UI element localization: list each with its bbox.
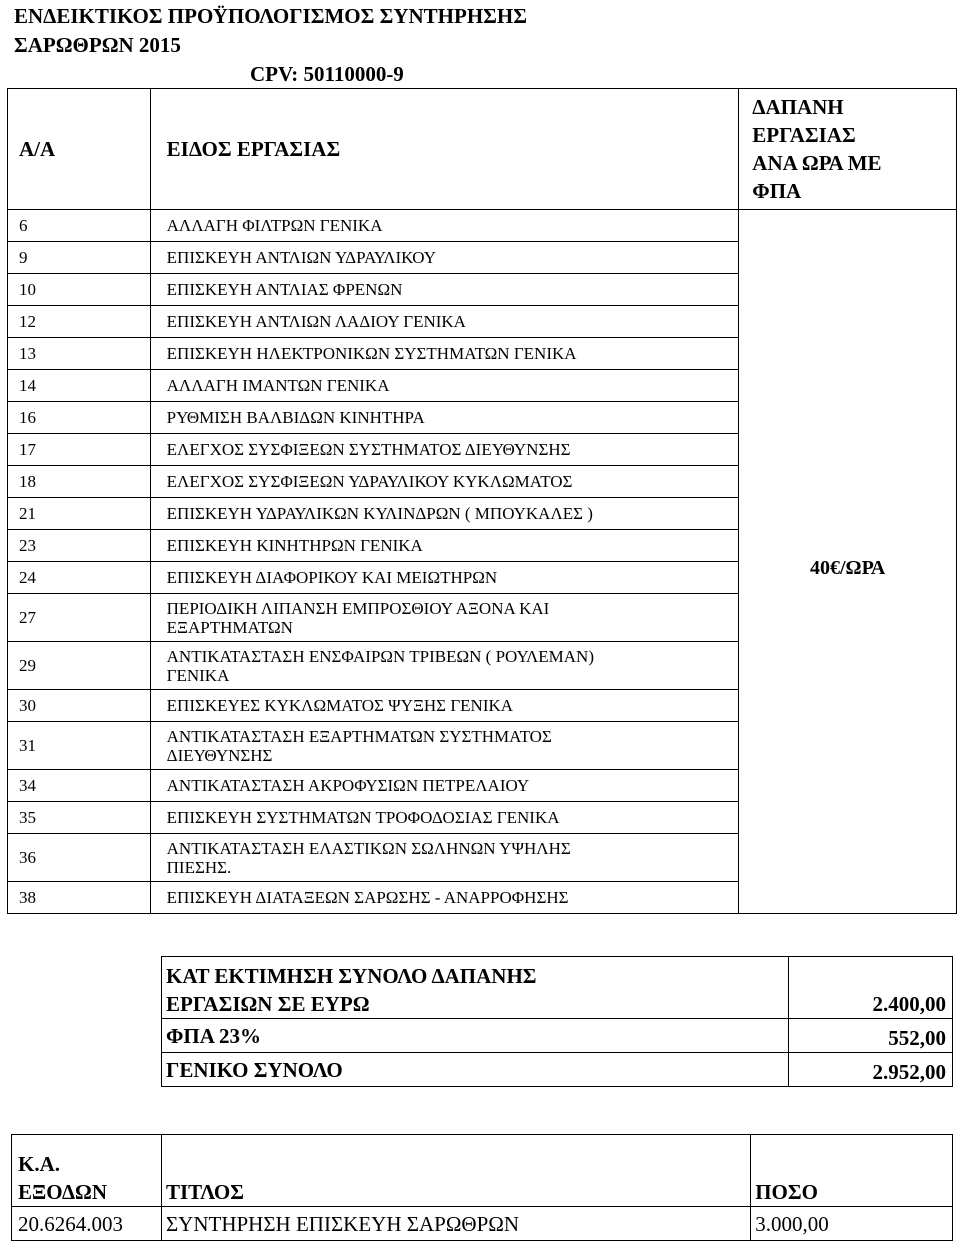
row-description bbox=[150, 642, 739, 690]
row-number: 29 bbox=[8, 642, 151, 690]
table-row bbox=[8, 210, 957, 242]
estimate-label-line-2: ΕΡΓΑΣΙΩΝ ΣΕ ΕΥΡΩ bbox=[166, 992, 370, 1016]
row-description-line-2: ΔΙΕΥΘΥΝΣΗΣ bbox=[166, 745, 273, 765]
row-number: 24 bbox=[8, 562, 151, 594]
budget-code: 20.6264.003 bbox=[12, 1207, 162, 1241]
budget-header-title: ΤΙΤΛΟΣ bbox=[161, 1135, 750, 1207]
row-description: ΡΥΘΜΙΣΗ ΒΑΛΒΙΔΩΝ ΚΙΝΗΤΗΡΑ bbox=[150, 402, 739, 434]
estimate-label-line-1: ΚΑΤ ΕΚΤΙΜΗΣΗ ΣΥΝΟΛΟ ΔΑΠΑΝΗΣ bbox=[166, 964, 537, 988]
row-number: 30 bbox=[8, 690, 151, 722]
row-number: 14 bbox=[8, 370, 151, 402]
row-description: ΕΠΙΣΚΕΥΗ ΔΙΑΤΑΞΕΩΝ ΣΑΡΩΣΗΣ - ΑΝΑΡΡΟΦΗΣΗΣ bbox=[150, 882, 739, 914]
row-description: ΑΛΛΑΓΗ ΦΙΛΤΡΩΝ ΓΕΝΙΚΑ bbox=[150, 210, 739, 242]
row-number: 27 bbox=[8, 594, 151, 642]
row-number: 36 bbox=[8, 834, 151, 882]
row-number: 12 bbox=[8, 306, 151, 338]
grand-total-row bbox=[162, 1053, 953, 1087]
header-aa: Α/Α bbox=[8, 89, 151, 210]
title-line-2: ΣΑΡΩΘΡΩΝ 2015 bbox=[14, 33, 181, 57]
row-number: 18 bbox=[8, 466, 151, 498]
vat-label: ΦΠΑ 23% bbox=[162, 1019, 789, 1053]
row-number: 13 bbox=[8, 338, 151, 370]
header-hourly-cost-line-3: ΑΝΑ ΩΡΑ ΜΕ bbox=[752, 151, 882, 175]
vat-value: 552,00 bbox=[789, 1019, 953, 1053]
vat-row bbox=[162, 1019, 953, 1053]
row-description: ΕΠΙΣΚΕΥΗ ΥΔΡΑΥΛΙΚΩΝ ΚΥΛΙΝΔΡΩΝ ( ΜΠΟΥΚΑΛΕΣ ) bbox=[150, 498, 739, 530]
row-number: 21 bbox=[8, 498, 151, 530]
header-hourly-cost-line-1: ΔΑΠΑΝΗ bbox=[752, 95, 844, 119]
grand-total-value: 2.952,00 bbox=[789, 1053, 953, 1087]
row-number: 16 bbox=[8, 402, 151, 434]
budget-header-code-line-2: ΕΞΟΔΩΝ bbox=[18, 1180, 107, 1204]
header-hourly-cost-line-4: ΦΠΑ bbox=[752, 179, 802, 203]
row-description: ΕΠΙΣΚΕΥΕΣ ΚΥΚΛΩΜΑΤΟΣ ΨΥΞΗΣ ΓΕΝΙΚΑ bbox=[150, 690, 739, 722]
budget-table bbox=[11, 1134, 953, 1241]
row-description-line-2: ΠΙΕΣΗΣ. bbox=[166, 857, 232, 877]
cpv-code: CPV: 50110000-9 bbox=[250, 62, 404, 86]
document-title bbox=[14, 2, 527, 89]
budget-header-amount: ΠΟΣΟ bbox=[751, 1135, 953, 1207]
row-description: ΕΛΕΓΧΟΣ ΣΥΣΦΙΞΕΩΝ ΣΥΣΤΗΜΑΤΟΣ ΔΙΕΥΘΥΝΣΗΣ bbox=[150, 434, 739, 466]
row-description: ΕΠΙΣΚΕΥΗ ΣΥΣΤΗΜΑΤΩΝ ΤΡΟΦΟΔΟΣΙΑΣ ΓΕΝΙΚΑ bbox=[150, 802, 739, 834]
row-description-line-1: ΑΝΤΙΚΑΤΑΣΤΑΣΗ ΕΞΑΡΤΗΜΑΤΩΝ ΣΥΣΤΗΜΑΤΟΣ bbox=[166, 726, 552, 746]
row-description: ΑΛΛΑΓΗ ΙΜΑΝΤΩΝ ΓΕΝΙΚΑ bbox=[150, 370, 739, 402]
row-description-line-1: ΑΝΤΙΚΑΤΑΣΤΑΣΗ ΕΛΑΣΤΙΚΩΝ ΣΩΛΗΝΩΝ ΥΨΗΛΗΣ bbox=[166, 838, 571, 858]
header-hourly-cost bbox=[739, 89, 957, 210]
estimate-row bbox=[162, 957, 953, 1019]
row-description: ΕΠΙΣΚΕΥΗ ΚΙΝΗΤΗΡΩΝ ΓΕΝΙΚΑ bbox=[150, 530, 739, 562]
hourly-rate: 40€/ΩΡΑ bbox=[739, 210, 957, 914]
header-hourly-cost-line-2: ΕΡΓΑΣΙΑΣ bbox=[752, 123, 856, 147]
totals-table bbox=[161, 956, 953, 1087]
budget-header-row bbox=[12, 1135, 953, 1207]
row-description: ΕΠΙΣΚΕΥΗ ΔΙΑΦΟΡΙΚΟΥ ΚΑΙ ΜΕΙΩΤΗΡΩΝ bbox=[150, 562, 739, 594]
row-description: ΕΛΕΓΧΟΣ ΣΥΣΦΙΞΕΩΝ ΥΔΡΑΥΛΙΚΟΥ ΚΥΚΛΩΜΑΤΟΣ bbox=[150, 466, 739, 498]
row-number: 31 bbox=[8, 722, 151, 770]
row-number: 9 bbox=[8, 242, 151, 274]
grand-total-label: ΓΕΝΙΚΟ ΣΥΝΟΛΟ bbox=[162, 1053, 789, 1087]
budget-header-code-line-1: Κ.Α. bbox=[18, 1152, 60, 1176]
row-description: ΕΠΙΣΚΕΥΗ ΑΝΤΛΙΩΝ ΥΔΡΑΥΛΙΚΟΥ bbox=[150, 242, 739, 274]
estimate-value: 2.400,00 bbox=[789, 957, 953, 1019]
row-description bbox=[150, 594, 739, 642]
row-number: 38 bbox=[8, 882, 151, 914]
budget-amount: 3.000,00 bbox=[751, 1207, 953, 1241]
works-header-row bbox=[8, 89, 957, 210]
works-table bbox=[7, 88, 957, 914]
row-description: ΕΠΙΣΚΕΥΗ ΗΛΕΚΤΡΟΝΙΚΩΝ ΣΥΣΤΗΜΑΤΩΝ ΓΕΝΙΚΑ bbox=[150, 338, 739, 370]
row-number: 17 bbox=[8, 434, 151, 466]
row-number: 10 bbox=[8, 274, 151, 306]
estimate-label bbox=[162, 957, 789, 1019]
row-description: ΕΠΙΣΚΕΥΗ ΑΝΤΛΙΩΝ ΛΑΔΙΟΥ ΓΕΝΙΚΑ bbox=[150, 306, 739, 338]
row-description-line-2: ΕΞΑΡΤΗΜΑΤΩΝ bbox=[166, 617, 293, 637]
row-description bbox=[150, 722, 739, 770]
title-line-1: ΕΝΔΕΙΚΤΙΚΟΣ ΠΡΟΫΠΟΛΟΓΙΣΜΟΣ ΣΥΝΤΗΡΗΣΗΣ bbox=[14, 4, 527, 28]
row-description-line-1: ΑΝΤΙΚΑΤΑΣΤΑΣΗ ΕΝΣΦΑΙΡΩΝ ΤΡΙΒΕΩΝ ( ΡΟΥΛΕΜΑΝ) bbox=[166, 646, 594, 666]
row-description: ΕΠΙΣΚΕΥΗ ΑΝΤΛΙΑΣ ΦΡΕΝΩΝ bbox=[150, 274, 739, 306]
row-number: 35 bbox=[8, 802, 151, 834]
row-description: ΑΝΤΙΚΑΤΑΣΤΑΣΗ ΑΚΡΟΦΥΣΙΩΝ ΠΕΤΡΕΛΑΙΟΥ bbox=[150, 770, 739, 802]
header-work-type: ΕΙΔΟΣ ΕΡΓΑΣΙΑΣ bbox=[150, 89, 739, 210]
row-number: 23 bbox=[8, 530, 151, 562]
row-number: 34 bbox=[8, 770, 151, 802]
row-description-line-1: ΠΕΡΙΟΔΙΚΗ ΛΙΠΑΝΣΗ ΕΜΠΡΟΣΘΙΟΥ ΑΞΟΝΑ ΚΑΙ bbox=[166, 598, 550, 618]
budget-header-code bbox=[12, 1135, 162, 1207]
budget-title: ΣΥΝΤΗΡΗΣΗ ΕΠΙΣΚΕΥΗ ΣΑΡΩΘΡΩΝ bbox=[161, 1207, 750, 1241]
row-description-line-2: ΓΕΝΙΚΑ bbox=[166, 665, 230, 685]
row-description bbox=[150, 834, 739, 882]
table-row bbox=[12, 1207, 953, 1241]
row-number: 6 bbox=[8, 210, 151, 242]
